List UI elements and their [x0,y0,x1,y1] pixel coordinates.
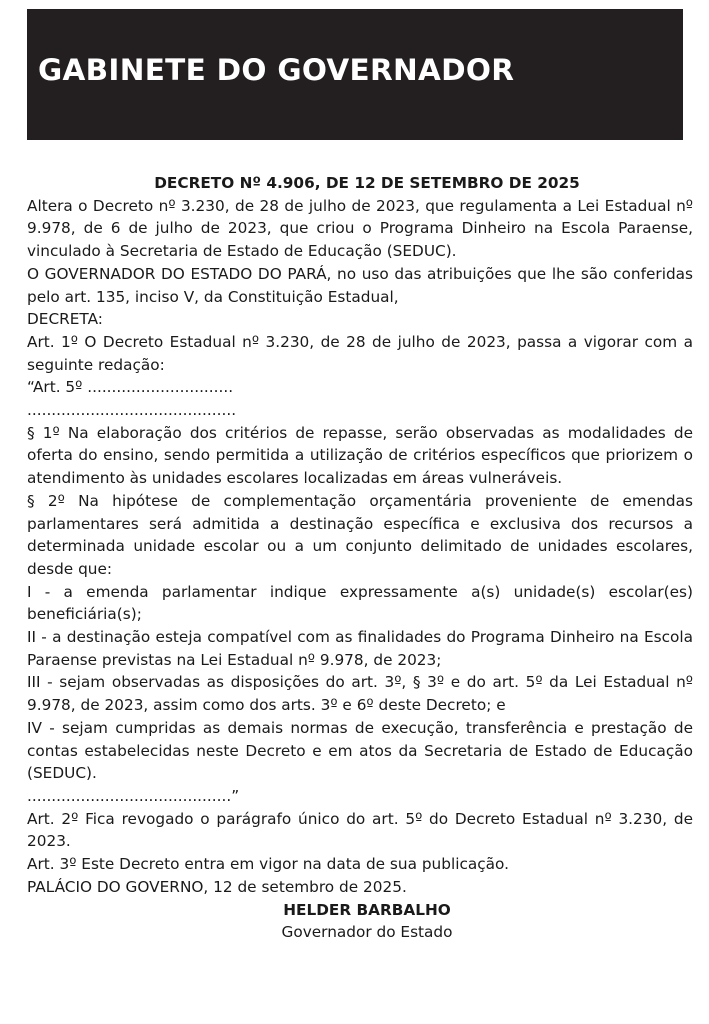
preamble: O GOVERNADOR DO ESTADO DO PARÁ, no uso das atribuições que lhe são conferidas pelo art. 135, inciso V, da Constituição Estadual, [27,264,693,306]
decrees-heading: DECRETA: [27,310,103,329]
header-title: GABINETE DO GOVERNADOR [38,53,515,87]
decree-summary: Altera o Decreto nº 3.230, de 28 de julho de 2023, que regulamenta a Lei Estadual nº 9.978, de 6 de julho de 2023, que criou o Programa Dinheiro na Escola Paraense, vinculado à Secretaria de Estado de Educação (SEDUC). [27,196,693,261]
signature-name: HELDER BARBALHO [283,900,451,919]
item-i: I - a emenda parlamentar indique expressamente a(s) unidade(s) escolar(es) beneficiária(s); [27,582,693,624]
closing-ellipsis-line: ..........................................” [27,786,240,805]
item-ii: II - a destinação esteja compatível com as finalidades do Programa Dinheiro na Escola Paraense previstas na Lei Estadual nº 9.978, de 2023; [27,628,693,669]
article-2: Art. 2º Fica revogado o parágrafo único do art. 5º do Decreto Estadual nº 3.230, de 2023. [27,809,693,851]
place-date: PALÁCIO DO GOVERNO, 12 de setembro de 2025. [27,877,407,896]
header-banner [27,9,683,140]
paragraph-1: § 1º Na elaboração dos critérios de repasse, serão observadas as modalidades de oferta do ensino, sendo permitida a utilização de critérios específicos que priorizem o atendimento às unidades escolares localizadas em áreas vulneráveis. [27,423,693,488]
paragraph-2: § 2º Na hipótese de complementação orçamentária proveniente de emendas parlamentares será admitida a destinação específica e exclusiva dos recursos a determinada unidade escolar ou a um conjunto delimitado de unidades escolares, desde que: [27,491,693,578]
article-3: Art. 3º Este Decreto entra em vigor na data de sua publicação. [27,855,509,874]
article-1: Art. 1º O Decreto Estadual nº 3.230, de 28 de julho de 2023, passa a vigorar com a seguinte redação: [27,332,693,374]
decree-title: DECRETO Nº 4.906, DE 12 DE SETEMBRO DE 2025 [154,174,580,192]
signature-role: Governador do Estado [281,923,453,942]
item-iv: IV - sejam cumpridas as demais normas de execução, transferência e prestação de contas estabelecidas neste Decreto e em atos da Secretaria de Estado de Educação (SEDUC). [27,718,693,783]
decree-body [27,172,693,944]
ellipsis-line: ........................................... [27,401,237,420]
article-5-heading: “Art. 5º .............................. [27,378,234,397]
item-iii: III - sejam observadas as disposições do art. 3º, § 3º e do art. 5º da Lei Estadual nº 9.978, de 2023, assim como dos arts. 3º e 6º deste Decreto; e [27,673,693,715]
